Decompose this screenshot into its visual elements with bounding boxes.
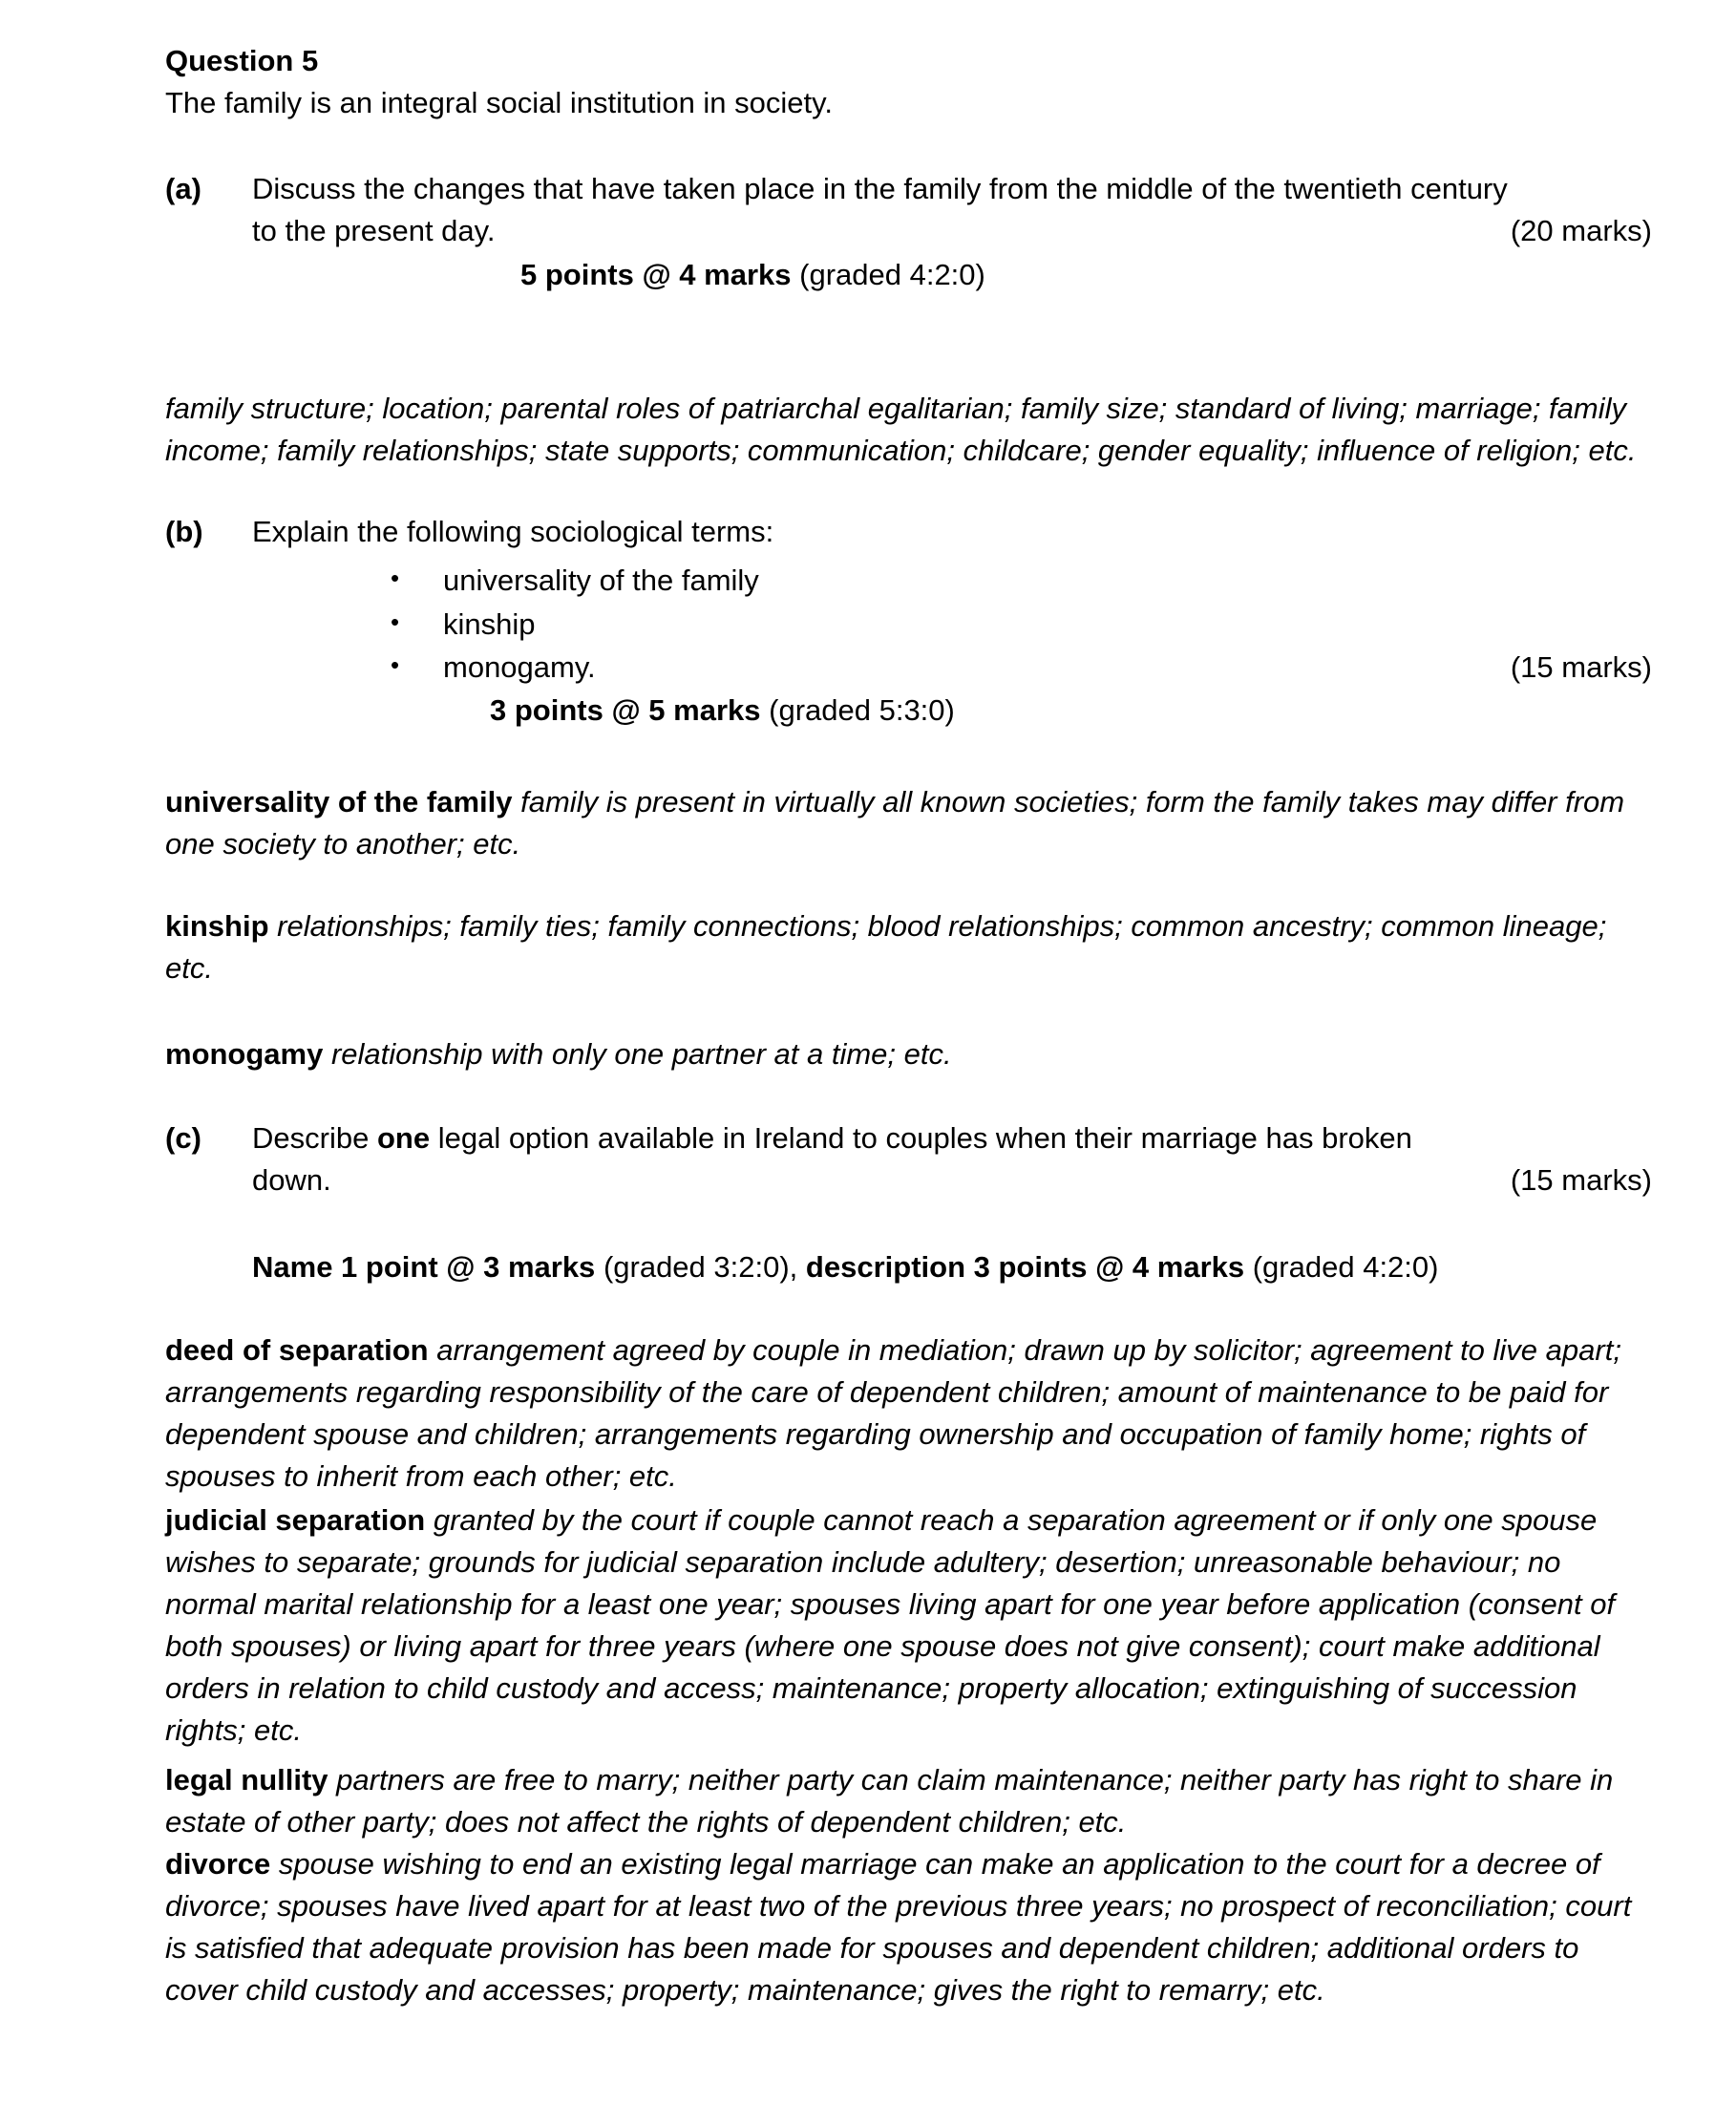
definition-kinship	[165, 905, 1652, 989]
part-c-question-prefix: Describe	[252, 1120, 370, 1155]
definition-term: judicial separation	[165, 1502, 426, 1537]
part-a-label: (a)	[165, 172, 201, 205]
part-c-label: (c)	[165, 1120, 201, 1155]
part-c-question-suffix: legal option available in Ireland to couples when their marriage has broken	[437, 1120, 1412, 1155]
part-a-answer: family structure; location; parental roles of patriarchal egalitarian; family size; standard of living; marriage; family income; family relationships; state supports; communication; childcare; gender equality; influence of religion; etc.	[165, 392, 1637, 467]
part-a-marks: (20 marks)	[1510, 214, 1652, 247]
definition-term: monogamy	[165, 1036, 324, 1071]
bullet-icon: •	[391, 650, 400, 679]
definition-legal-nullity	[165, 1759, 1652, 1843]
list-item	[391, 603, 1652, 647]
definition-term: kinship	[165, 908, 269, 943]
part-a-marking-scheme	[520, 254, 1652, 296]
part-b-label: (b)	[165, 515, 203, 548]
bullet-icon: •	[391, 606, 400, 636]
definition-judicial-separation	[165, 1499, 1652, 1752]
bullet-icon: •	[391, 563, 400, 592]
part-b-marks: (15 marks)	[1510, 650, 1652, 684]
part-b-prompt: Explain the following sociological terms:	[252, 515, 774, 548]
part-c-scheme-name-grading: (graded 3:2:0),	[603, 1249, 798, 1284]
part-b-bullet-list	[391, 559, 1652, 690]
definition-text: arrangement agreed by couple in mediation; drawn up by solicitor; agreement to live apart; arrangements regarding responsibility of the care of dependent children; amount of maintenance to be paid for dependent spouse and children; arrangements regarding ownership and occupation of family home; rights of spouses to inherit from each other; etc.	[165, 1332, 1621, 1493]
definition-text: spouse wishing to end an existing legal marriage can make an application to the court for a decree of divorce; spouses have lived apart for at least two of the previous three years; no prospect of reconciliation; court is satisfied that adequate provision has been made for spouses and dependent children; additional orders to cover child custody and accesses; property; maintenance; gives the right to remarry; etc.	[165, 1846, 1632, 2007]
definition-text: relationship with only one partner at a time; etc.	[330, 1036, 952, 1071]
bullet-text: universality of the family	[443, 563, 759, 597]
part-b-scheme-points: 3 points @ 5 marks	[490, 692, 761, 727]
question-intro: The family is an integral social institution in society.	[165, 86, 833, 119]
part-a	[165, 168, 1652, 252]
definition-deed-of-separation	[165, 1329, 1652, 1498]
bullet-text: monogamy.	[443, 650, 596, 684]
definition-text: relationships; family ties; family connections; blood relationships; common ancestry; common lineage; etc.	[165, 908, 1607, 985]
list-item	[391, 559, 1652, 603]
part-c-question-line1	[252, 1117, 1652, 1159]
part-c-scheme-name-points: Name 1 point @ 3 marks	[252, 1249, 596, 1284]
part-c-scheme-description-points: description 3 points @ 4 marks	[805, 1249, 1245, 1284]
definition-divorce	[165, 1843, 1652, 2011]
list-item	[391, 646, 1652, 690]
part-b	[165, 511, 1652, 553]
part-c-marks: (15 marks)	[1510, 1162, 1652, 1197]
definition-term: universality of the family	[165, 784, 513, 819]
definition-text: partners are free to marry; neither party can claim maintenance; neither party has right to share in estate of other party; does not affect the rights of dependent children; etc.	[165, 1762, 1614, 1839]
definition-monogamy	[165, 1033, 1652, 1075]
part-c-question-line2: down.	[252, 1162, 331, 1197]
part-c-marking-scheme	[252, 1246, 1652, 1288]
part-c-question-emphasis: one	[376, 1120, 431, 1155]
definition-text: granted by the court if couple cannot reach a separation agreement or if only one spouse wishes to separate; grounds for judicial separation include adultery; desertion; unreasonable behaviour; no normal marital relationship for a least one year; spouses living apart for one year before application (consent of both spouses) or living apart for three years (where one spouse does not give consent); court make additional orders in relation to child custody and access; maintenance; property allocation; extinguishing of succession rights; etc.	[165, 1502, 1616, 1747]
part-c-scheme-description-grading: (graded 4:2:0)	[1252, 1249, 1439, 1284]
part-b-scheme-grading: (graded 5:3:0)	[769, 692, 955, 727]
part-a-scheme-grading: (graded 4:2:0)	[799, 258, 985, 291]
part-c	[165, 1117, 1652, 1201]
definition-term: legal nullity	[165, 1762, 328, 1797]
part-a-scheme-points: 5 points @ 4 marks	[520, 258, 792, 291]
bullet-text: kinship	[443, 606, 536, 641]
question-title: Question 5	[165, 44, 319, 77]
definition-term: divorce	[165, 1846, 271, 1881]
part-a-question-line1: Discuss the changes that have taken place in the family from the middle of the twentieth century	[252, 172, 1508, 205]
definition-term: deed of separation	[165, 1332, 429, 1367]
definition-text: family is present in virtually all known societies; form the family takes may differ from one society to another; etc.	[165, 784, 1625, 861]
part-b-marking-scheme	[490, 690, 1652, 732]
definition-universality	[165, 781, 1652, 865]
part-a-question-line2: to the present day.	[252, 214, 496, 247]
